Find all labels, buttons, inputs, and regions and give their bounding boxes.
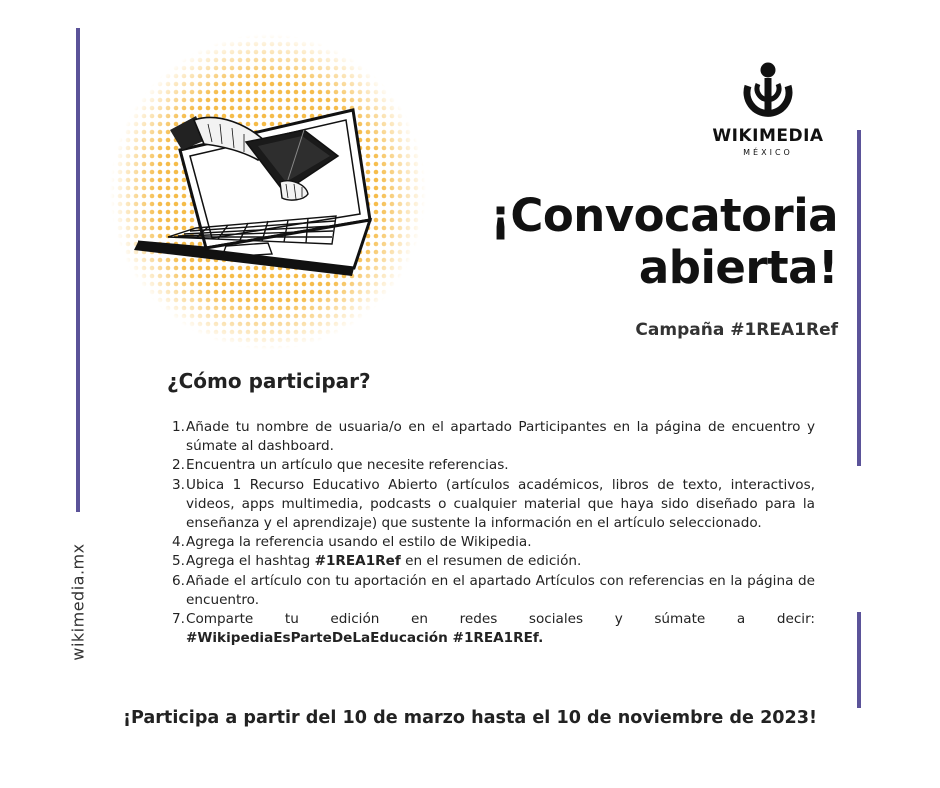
step-item bbox=[172, 418, 815, 456]
headline bbox=[490, 190, 838, 294]
step-text: Añade tu nombre de usuaria/o en el apartado Participantes en la página de encuentro y súmate al dashboard. bbox=[186, 419, 815, 455]
campaign-name: Campaña #1REA1Ref bbox=[635, 320, 838, 340]
step-item bbox=[172, 456, 815, 475]
step-number: 2. bbox=[172, 457, 185, 474]
step-item bbox=[172, 533, 815, 552]
step-item bbox=[172, 610, 815, 648]
step-number: 5. bbox=[172, 553, 185, 570]
footer-dates: ¡Participa a partir del 10 de marzo hasta el 10 de noviembre de 2023! bbox=[122, 708, 818, 728]
steps-list bbox=[172, 418, 815, 648]
step-text-pre: Agrega el hashtag bbox=[186, 553, 315, 570]
step-text: Añade el artículo con tu aportación en el apartado Artículos con referencias en la página de encuentro. bbox=[186, 572, 815, 608]
side-url[interactable]: wikimedia.mx bbox=[68, 543, 88, 661]
laptop-book-illustration bbox=[108, 32, 428, 352]
step-number: 3. bbox=[172, 476, 185, 493]
section-title: ¿Cómo participar? bbox=[167, 369, 371, 393]
step-text-pre: Comparte tu edición en redes sociales y súmate a decir: bbox=[186, 611, 815, 628]
logo-name: WIKIMEDIA bbox=[712, 126, 824, 146]
headline-line-2: abierta! bbox=[638, 241, 838, 294]
headline-line-1: ¡Convocatoria bbox=[490, 189, 838, 242]
step-item bbox=[172, 476, 815, 534]
right-accent-line-bottom bbox=[857, 612, 861, 708]
step-text: Encuentra un artículo que necesite referencias. bbox=[186, 457, 509, 474]
step-text: Agrega la referencia usando el estilo de Wikipedia. bbox=[186, 534, 532, 551]
logo-subtitle: MÉXICO bbox=[743, 148, 793, 157]
step-number: 1. bbox=[172, 419, 185, 435]
wikimedia-logo-icon bbox=[738, 62, 798, 120]
hashtags: #WikipediaEsParteDeLaEducación #1REA1REf. bbox=[186, 630, 544, 647]
hashtag-1rea1ref: #1REA1Ref bbox=[314, 553, 401, 570]
right-accent-line-top bbox=[857, 130, 861, 466]
step-text: Ubica 1 Recurso Educativo Abierto (artículos académicos, libros de texto, interactivos, videos, apps multimedia, podcasts o cualquier material que haya sido diseñado para la enseñanza y el aprendizaje) que sustente la información en el artículo seleccionado. bbox=[186, 476, 815, 532]
step-item bbox=[172, 552, 815, 571]
left-accent-line bbox=[76, 28, 80, 512]
step-number: 7. bbox=[172, 611, 185, 628]
step-text bbox=[186, 552, 815, 571]
step-item bbox=[172, 572, 815, 610]
step-number: 6. bbox=[172, 572, 185, 589]
step-text-post: en el resumen de edición. bbox=[400, 553, 582, 570]
step-text bbox=[186, 610, 815, 648]
step-number: 4. bbox=[172, 534, 185, 551]
wikimedia-logo bbox=[698, 62, 838, 157]
